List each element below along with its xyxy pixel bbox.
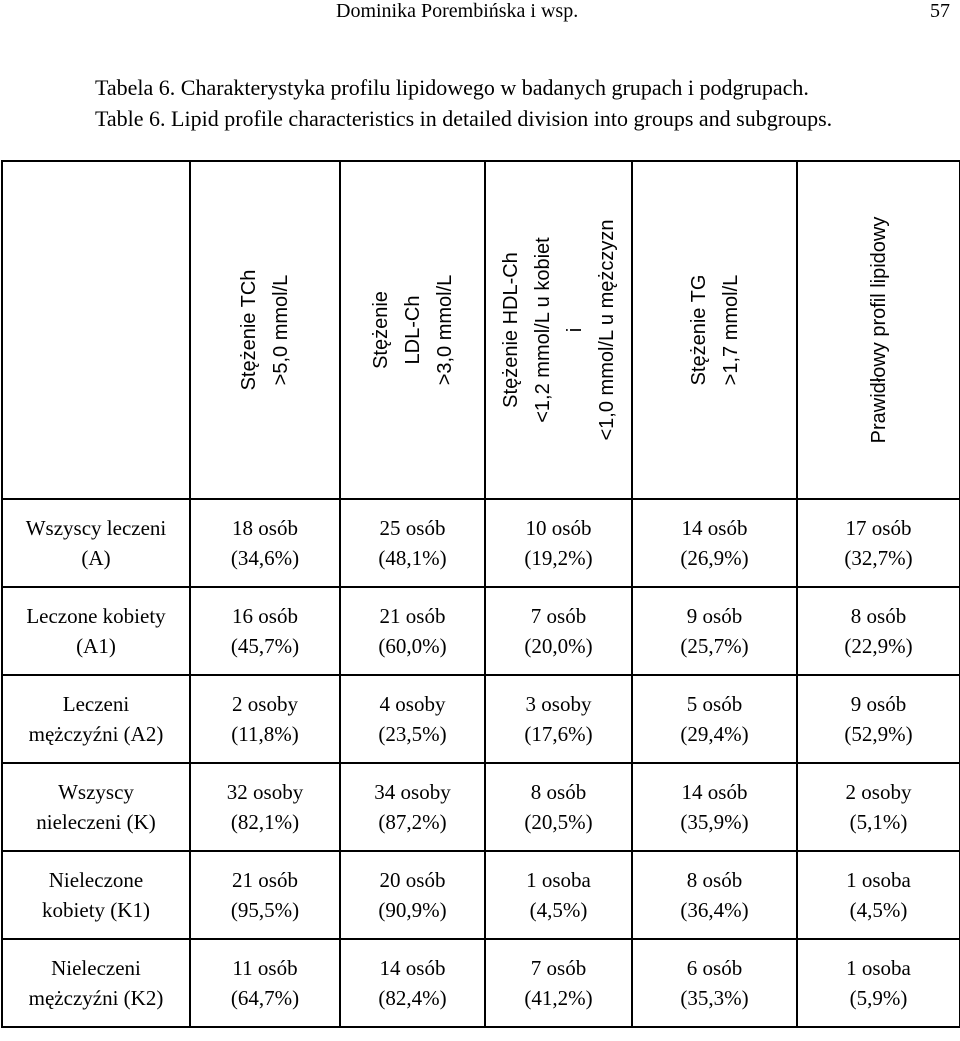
table-cell: [632, 675, 797, 763]
table-cell: [340, 763, 485, 851]
table-cell: [190, 939, 340, 1027]
running-head: [0, 0, 960, 26]
table-cell: [797, 499, 960, 587]
cell-percent: (87,2%): [378, 810, 447, 834]
row-label-cell: [2, 851, 190, 939]
cell-percent: (82,4%): [378, 986, 447, 1010]
header-line: >3,0 mmol/L: [433, 274, 456, 386]
table-row: [2, 939, 960, 1027]
row-label-line: Nieleczone: [48, 868, 144, 892]
header-row: [2, 161, 960, 499]
cell-percent: (23,5%): [378, 722, 447, 746]
cell-count: 14 osób: [681, 780, 748, 804]
header-corner-cell: [2, 161, 190, 499]
cell-count: 25 osób: [379, 516, 446, 540]
table-cell: [797, 763, 960, 851]
cell-percent: (4,5%): [849, 898, 908, 922]
header-line: >5,0 mmol/L: [270, 274, 292, 386]
header-line: <1,2 mmol/L u kobiet: [531, 237, 554, 423]
cell-percent: (17,6%): [524, 722, 593, 746]
header-line: Stężenie TG: [687, 274, 710, 386]
cell-percent: (19,2%): [524, 546, 593, 570]
cell-count: 14 osób: [379, 956, 446, 980]
table-row: [2, 851, 960, 939]
table-cell: [485, 939, 632, 1027]
table-cell: [797, 939, 960, 1027]
cell-count: 18 osób: [232, 516, 298, 540]
row-label-cell: [2, 675, 190, 763]
table-cell: [190, 851, 340, 939]
header-line: LDL-Ch: [401, 295, 424, 365]
cell-percent: (22,9%): [844, 634, 913, 658]
cell-count: 11 osób: [232, 956, 298, 980]
cell-percent: (48,1%): [378, 546, 447, 570]
table-cell: [632, 851, 797, 939]
cell-percent: (20,0%): [524, 634, 593, 658]
table-cell: [190, 587, 340, 675]
cell-count: 14 osób: [681, 516, 748, 540]
table-row: [2, 675, 960, 763]
cell-count: 7 osób: [530, 604, 587, 628]
table-cell: [485, 499, 632, 587]
header-line: Stężenie HDL-Ch: [499, 252, 522, 408]
table-cell: [340, 939, 485, 1027]
cell-count: 1 osoba: [846, 868, 911, 892]
cell-percent: (5,9%): [849, 986, 908, 1010]
cell-percent: (36,4%): [680, 898, 749, 922]
cell-count: 1 osoba: [526, 868, 591, 892]
table-row: [2, 763, 960, 851]
row-label-cell: [2, 763, 190, 851]
cell-percent: (35,3%): [680, 986, 749, 1010]
cell-count: 8 osób: [686, 868, 743, 892]
table-cell: [485, 587, 632, 675]
table-cell: [340, 499, 485, 587]
table-cell: [340, 675, 485, 763]
cell-count: 20 osób: [379, 868, 446, 892]
cell-count: 1 osoba: [846, 956, 911, 980]
cell-count: 8 osób: [850, 604, 907, 628]
cell-count: 2 osoby: [232, 692, 298, 716]
cell-count: 21 osób: [379, 604, 446, 628]
row-label-cell: [2, 939, 190, 1027]
table-cell: [190, 499, 340, 587]
cell-count: 6 osób: [686, 956, 743, 980]
cell-percent: (82,1%): [230, 810, 300, 834]
cell-percent: (45,7%): [230, 634, 300, 658]
table-cell: [485, 675, 632, 763]
cell-percent: (95,5%): [230, 898, 300, 922]
row-label-line: Wszyscy leczeni: [25, 516, 167, 540]
cell-count: 5 osób: [686, 692, 743, 716]
table-caption: [95, 72, 832, 134]
table-cell: [190, 763, 340, 851]
table-cell: [485, 763, 632, 851]
row-label-cell: [2, 587, 190, 675]
cell-count: 21 osób: [232, 868, 298, 892]
running-head-author: Dominika Porembińska i wsp.: [336, 0, 579, 22]
cell-count: 34 osoby: [374, 780, 451, 804]
header-line: Prawidłowy profil lipidowy: [867, 216, 890, 444]
cell-count: 4 osoby: [379, 692, 446, 716]
header-normal-profile: [797, 161, 960, 499]
row-label-line: Leczone kobiety: [26, 604, 166, 628]
header-tch: [190, 161, 340, 499]
cell-percent: (29,4%): [680, 722, 749, 746]
page-number: 57: [930, 0, 950, 22]
cell-count: 32 osoby: [226, 780, 304, 804]
caption-polish: Tabela 6. Charakterystyka profilu lipidowego w badanych grupach i podgrupach.: [95, 75, 809, 100]
cell-percent: (64,7%): [230, 986, 300, 1010]
header-line: >1,7 mmol/L: [719, 274, 742, 386]
header-line: Stężenie TCh: [238, 269, 260, 391]
header-ldl: [340, 161, 485, 499]
row-label-line: (A): [81, 546, 111, 570]
cell-percent: (11,8%): [231, 722, 299, 746]
table-cell: [190, 675, 340, 763]
row-label-line: mężczyźni (A2): [28, 722, 164, 746]
cell-count: 9 osób: [850, 692, 907, 716]
header-line: i: [563, 327, 586, 333]
cell-percent: (52,9%): [844, 722, 913, 746]
header-line: <1,0 mmol/L u mężczyzn: [595, 219, 618, 441]
row-label-cell: [2, 499, 190, 587]
table-row: [2, 499, 960, 587]
table-cell: [485, 851, 632, 939]
cell-percent: (20,5%): [524, 810, 593, 834]
cell-count: 17 osób: [845, 516, 912, 540]
table-cell: [632, 499, 797, 587]
cell-percent: (5,1%): [849, 810, 908, 834]
cell-count: 8 osób: [530, 780, 587, 804]
table-cell: [632, 939, 797, 1027]
row-label-line: Leczeni: [62, 692, 130, 716]
row-label-line: nieleczeni (K): [36, 810, 156, 834]
row-label-line: Nieleczeni: [51, 956, 141, 980]
table-cell: [797, 851, 960, 939]
cell-percent: (25,7%): [680, 634, 749, 658]
table-cell: [632, 587, 797, 675]
caption-english: Table 6. Lipid profile characteristics in detailed division into groups and subgroups.: [95, 106, 833, 131]
cell-percent: (26,9%): [680, 546, 749, 570]
header-tg: [632, 161, 797, 499]
table-cell: [797, 675, 960, 763]
cell-percent: (60,0%): [378, 634, 447, 658]
row-label-line: mężczyźni (K2): [28, 986, 164, 1010]
row-label-line: kobiety (K1): [42, 898, 150, 922]
table-cell: [632, 763, 797, 851]
cell-count: 7 osób: [530, 956, 587, 980]
cell-count: 9 osób: [686, 604, 743, 628]
cell-percent: (41,2%): [524, 986, 593, 1010]
table-cell: [797, 587, 960, 675]
cell-percent: (32,7%): [844, 546, 913, 570]
cell-percent: (90,9%): [378, 898, 447, 922]
table-cell: [340, 587, 485, 675]
table-cell: [340, 851, 485, 939]
lipid-profile-table: [1, 160, 960, 1028]
cell-percent: (35,9%): [680, 810, 749, 834]
row-label-line: (A1): [76, 634, 116, 658]
cell-count: 10 osób: [525, 516, 592, 540]
cell-percent: (34,6%): [230, 546, 300, 570]
cell-percent: (4,5%): [529, 898, 588, 922]
header-hdl: [485, 161, 632, 499]
cell-count: 3 osoby: [525, 692, 592, 716]
cell-count: 16 osób: [232, 604, 298, 628]
table-row: [2, 587, 960, 675]
cell-count: 2 osoby: [845, 780, 912, 804]
table-body: [2, 499, 960, 1027]
row-label-line: Wszyscy: [58, 780, 134, 804]
header-line: Stężenie: [369, 291, 392, 369]
